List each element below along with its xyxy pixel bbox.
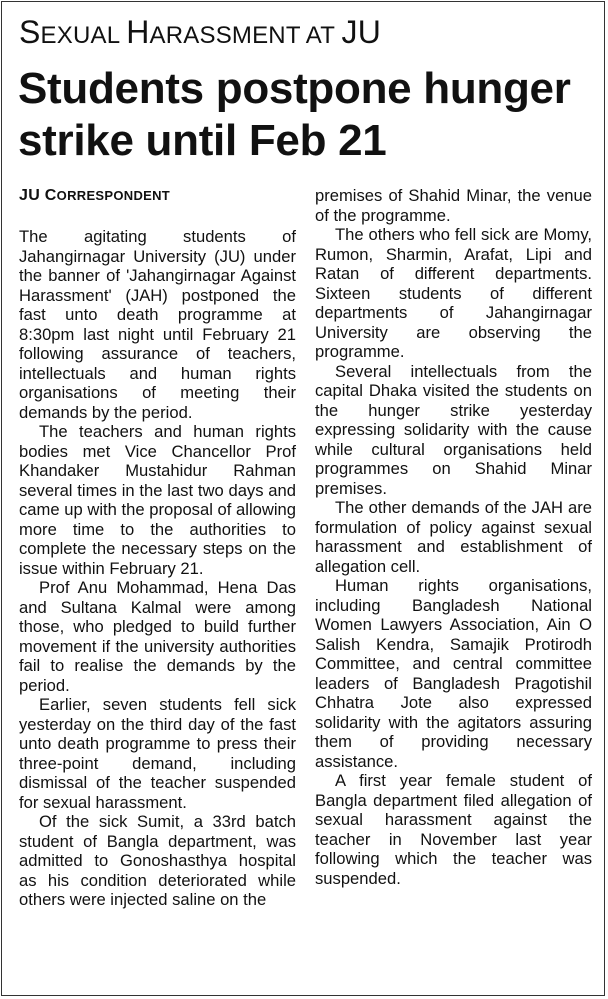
paragraph: Prof Anu Mohammad, Hena Das and Sultana Kalmal were among those, who pledged to build further movement if the university authorities fail to realise the demands by the period. [19,578,296,695]
section-kicker [19,14,381,54]
kicker-smallcaps-2: ARASSMENT AT [149,22,342,49]
byline-prefix: JU C [19,187,57,204]
paragraph-continued: premises of Shahid Minar, the venue of the programme. [315,186,592,225]
paragraph: The other demands of the JAH are formulation of policy against sexual harassment and establishment of allegation cell. [315,498,592,576]
headline: Students postpone hunger strike until Feb 21 [18,64,571,165]
byline [19,186,296,206]
kicker-initial-h: H [126,14,150,50]
paragraph: Of the sick Sumit, a 33rd batch student of Bangla department, was admitted to Gonoshasthya hospital as his condition deteriorated while others were injected saline on the [19,812,296,909]
kicker-smallcaps-1: EXUAL [40,22,127,49]
paragraph: Human rights organisations, including Bangladesh National Women Lawyers Association, Ain O Salish Kendra, Samajik Protirodh Committee, and central committee leaders of Bangladesh Pragotishil Chhatra Jote also expressed solidarity with the agitators assuring them of providing necessary assistance. [315,576,592,771]
byline-smallcaps: ORRESPONDENT [56,188,171,203]
paragraph: Earlier, seven students fell sick yesterday on the third day of the fast unto death programme to press their three-point demand, including dismissal of the teacher suspended for sexual harassment. [19,695,296,812]
left-column [19,186,296,910]
paragraph: The agitating students of Jahangirnagar University (JU) under the banner of 'Jahangirnagar Against Harassment' (JAH) postponed the fast unto death programme at 8:30pm last night until February 21 following assurance of teachers, intellectuals and human rights organisations of meeting their demands by the period. [19,227,296,422]
paragraph: Several intellectuals from the capital Dhaka visited the students on the hunger strike yesterday expressing solidarity with the cause while cultural organisations held programmes on Shahid Minar premises. [315,361,592,498]
kicker-initial-s: S [19,14,41,50]
paragraph: A first year female student of Bangla department filed allegation of sexual harassment against the teacher in November last year following which the teacher was suspended. [315,771,592,888]
paragraph: The teachers and human rights bodies met Vice Chancellor Prof Khandaker Mustahidur Rahman several times in the last two days and came up with the proposal of allowing more time to the authorities to complete the necessary steps on the issue within February 21. [19,422,296,578]
paragraph: The others who fell sick are Momy, Rumon, Sharmin, Arafat, Lipi and Ratan of different departments. Sixteen students of different departments of Jahangirnagar University are observing the programme. [315,225,592,361]
right-column [315,186,592,888]
kicker-ju: JU [341,14,382,50]
